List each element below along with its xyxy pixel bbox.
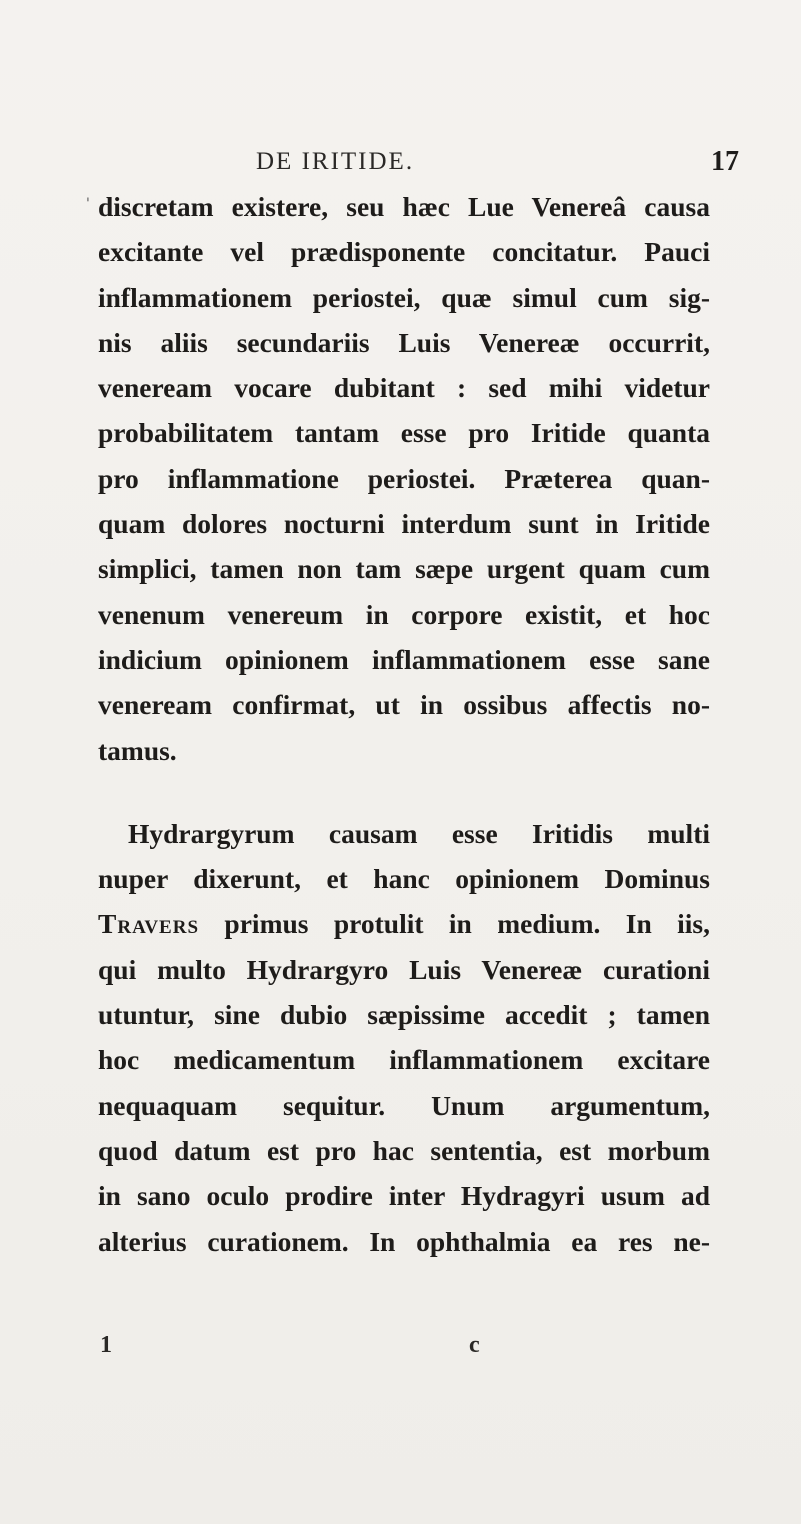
text-line: nequaquam sequitur. Unum argumentum, — [98, 1089, 710, 1121]
text-line: indicium opinionem inflammationem esse sane — [98, 643, 710, 675]
text-line: tamus. — [98, 734, 177, 766]
text-line: quod datum est pro hac sententia, est morbum — [98, 1134, 710, 1166]
text-line: excitante vel prædisponente concitatur. Pauci — [98, 236, 710, 268]
text-line: pro inflammatione periostei. Præterea quan- — [98, 462, 710, 494]
paragraph-1 — [98, 184, 710, 773]
paragraph-2 — [98, 811, 710, 1264]
text-line: inflammationem periostei, quæ simul cum sig- — [98, 281, 710, 313]
text-line: simplici, tamen non tam sæpe urgent quam cum — [98, 553, 710, 585]
text-line: alterius curationem. In ophthalmia ea res ne- — [98, 1225, 710, 1257]
text-line: quam dolores nocturni interdum sunt in Iritide — [98, 508, 710, 540]
text-line: nuper dixerunt, et hanc opinionem Dominus — [98, 863, 710, 895]
text-line: probabilitatem tantam esse pro Iritide quanta — [98, 417, 710, 449]
text-line: qui multo Hydrargyro Luis Venereæ curationi — [98, 953, 710, 985]
text-span: primus protulit in medium. In iis, — [199, 908, 710, 940]
text-line: hoc medicamentum inflammationem excitare — [98, 1044, 710, 1076]
running-head — [0, 148, 801, 184]
signature-number: 1 — [100, 1332, 112, 1358]
text-line: discretam existere, seu hæc Lue Venereâ causa — [98, 191, 710, 222]
paragraph-gap — [98, 773, 710, 811]
text-line — [98, 901, 710, 946]
signature-letter: c — [469, 1332, 480, 1358]
body-text — [98, 184, 710, 1264]
text-line: Hydrargyrum causam esse Iritidis multi — [128, 817, 710, 849]
margin-mark: ' — [86, 196, 90, 212]
text-line: nis aliis secundariis Luis Venereæ occurrit, — [98, 326, 710, 358]
running-title: DE IRITIDE. — [256, 148, 415, 175]
page-number: 17 — [711, 146, 739, 177]
text-line: veneream confirmat, ut in ossibus affectis no- — [98, 689, 710, 721]
text-line: utuntur, sine dubio sæpissime accedit ; tamen — [98, 999, 710, 1031]
text-line: venenum venereum in corpore existit, et hoc — [98, 598, 710, 630]
author-name: Travers — [98, 908, 200, 940]
signature-marks — [0, 1332, 801, 1362]
text-line: in sano oculo prodire inter Hydragyri usum ad — [98, 1180, 710, 1212]
text-line: veneream vocare dubitant : sed mihi videtur — [98, 372, 710, 404]
